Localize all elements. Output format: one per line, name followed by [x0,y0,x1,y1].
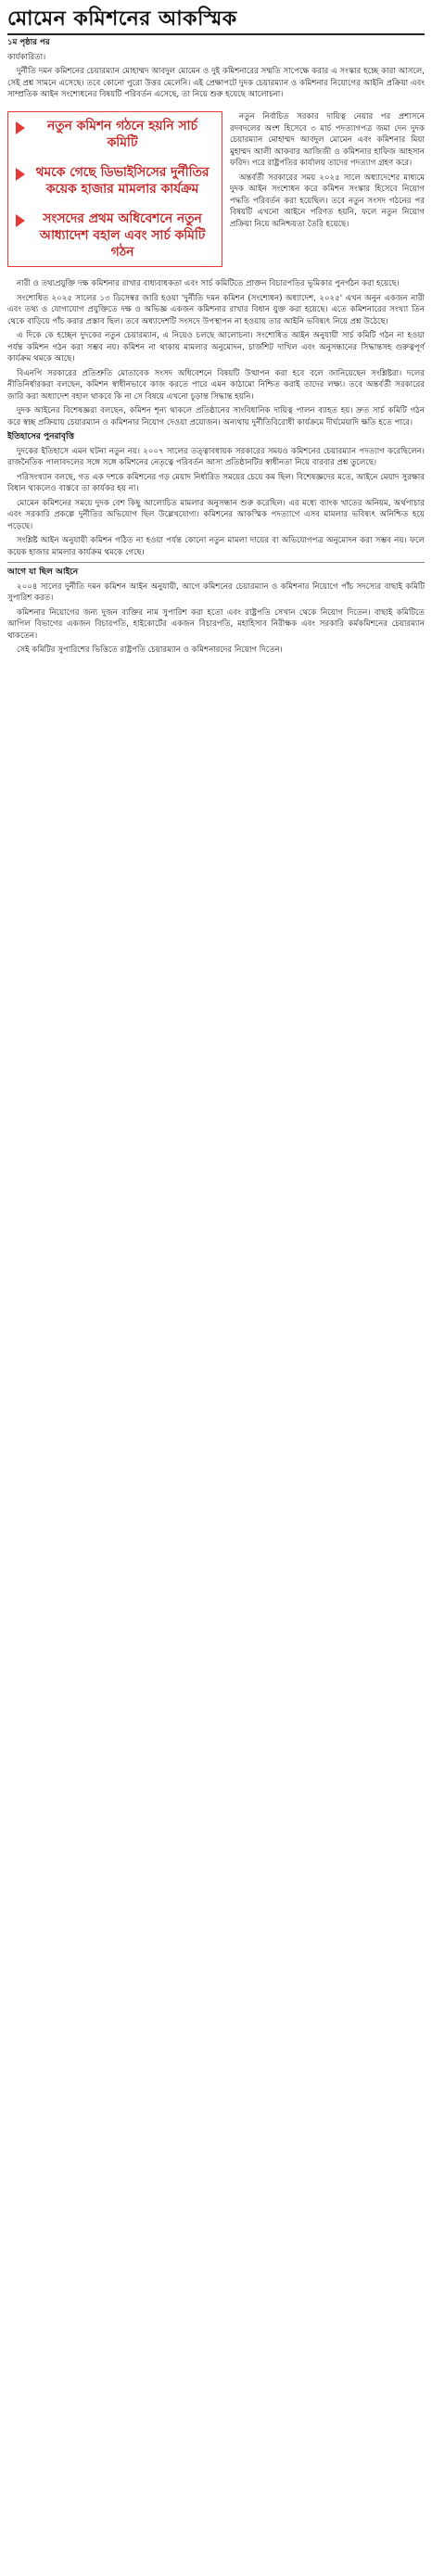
callout-text: থমকে গেছে ডিভাইসিসের দুর্নীতির কয়েক হাজার মামলার কার্যক্রম [35,165,210,197]
callout-text: নতুন কমিশন গঠনে হয়নি সার্চ কমিটি [46,119,197,150]
history-section [7,431,425,443]
body-paragraph: নারী ও তথ্যপ্রযুক্তি দক্ষ কমিশনার রাখার বাধ্যবাধকতা এবং সার্চ কমিটিতে প্রাক্তন বিচারপতির ভূমিকার পুনর্গঠন করা হয়েছে। [17,279,400,288]
subhead-history: ইতিহাসের পুনরাবৃত্তি [7,432,75,441]
main-body [7,278,425,659]
history-paragraph: সংশ্লিষ্ট আইন অনুযায়ী কমিশন গঠিত না হওয়া পর্যন্ত কোনো নতুন মামলা দায়ের বা অভিযোগপত্র অনুমোদন করা সম্ভব নয়। ফলে কয়েক হাজার মামলার কার্যক্রম থমকে গেছে। [7,536,425,557]
history-paragraph: দুদকের ইতিহাসে এমন ঘটনা নতুন নয়। ২০০৭ সালের তত্ত্বাবধায়ক সরকারের সময়ও কমিশনের চেয়ারম্যান পদত্যাগ করেছিলেন। রাজনৈতিক পালাবদলের সঙ্গে সঙ্গে কমিশনের নেতৃত্বে পরিবর্তন আসা প্রতিষ্ঠানটির স্বাধীনতা নিয়ে বারবার প্রশ্ন তুলেছে। [7,446,425,467]
headline-text: মোমেন কমিশনের আকস্মিক [7,6,237,31]
divider [7,562,425,563]
headline [7,6,425,35]
triangle-bullet-icon [16,168,25,181]
history-paragraph: মোমেন কমিশনের সময়ে দুদক বেশ কিছু আলোচিত মামলার অনুসন্ধান শুরু করেছিল। এর মধ্যে ব্যাংক খাতের অনিয়ম, অর্থপাচার এবং সরকারি প্রকল্পে দুর্নীতির অভিযোগ ছিল উল্লেখযোগ্য। কমিশনের আকস্মিক পদত্যাগে এসব মামলার ভবিষ্যৎ অনিশ্চিত হয়ে পড়েছে। [7,498,425,531]
right-column [230,111,425,233]
subhead-earlier: আগে যা ছিল আইনে [7,567,79,577]
right-paragraph: নতুন নির্বাচিত সরকার দায়িত্ব নেয়ার পর প্রশাসনে রদবদলের অংশ হিসেবে ৩ মার্চ পদত্যাগপত্র জমা দেন দুদক চেয়ারম্যান মোহাম্মদ আবদুল মোমেন এবং কমিশনার মিয়া মুহাম্মদ আলী আকবার আজিজী ও কমিশনার হাফিজ আহসান ফরিদ। পরে রাষ্ট্রপতির কার্যালয় তাদের পদত্যাগ গ্রহণ করে। [230,112,425,168]
intro-paragraph: কার্যকারিতা। [7,52,46,62]
history-paragraph: পরিসংখ্যান বলছে, গত এক দশকে কমিশনের গড় মেয়াদ নির্ধারিত সময়ের চেয়ে কম ছিল। বিশেষজ্ঞদের মতে, আইনে মেয়াদ সুরক্ষার বিধান থাকলেও বাস্তবে তা কার্যকর হয় না। [7,472,425,493]
callout-item [16,164,214,198]
callout-item [16,210,214,261]
callout-box [7,111,222,267]
callout-item [16,118,214,151]
continued-from: ১ম পৃষ্ঠার পর [7,38,50,47]
body-paragraph: সংশোধিত ২০২৫ সালের ১৩ ডিসেম্বর জারি হওয়া 'দুর্নীতি দমন কমিশন (সংশোধন) অধ্যাদেশ, ২০২৫' এখন অনুন একজন নারী এবং তথ্য ও যোগাযোগ প্রযুক্তিতে দক্ষ ও অভিজ্ঞ একজন কমিশনার রাখার বিধান যুক্ত করা হয়েছে। এতে কমিশনারের সংখ্যা তিন থেকে বাড়িয়ে পাঁচ করার প্রস্তাব ছিল। তবে অধ্যাদেশটি সংসদে উপস্থাপন না হওয়ায় তার আইনি ভবিষ্যৎ নিয়ে প্রশ্ন উঠেছে। [7,293,425,326]
intro-section [7,37,425,104]
earlier-paragraph: ২০০৪ সালের দুর্নীতি দমন কমিশন আইন অনুযায়ী, আগে কমিশনের চেয়ারম্যান ও কমিশনার নিয়োগে পাঁচ সদস্যের বাছাই কমিটি সুপারিশ করত। [7,581,425,603]
intro-paragraph: দুর্নীতি দমন কমিশনের চেয়ারম্যান মোহাম্মদ আবদুল মোমেন ও দুই কমিশনারের সম্মতি সাপেক্ষে করার এ সংস্কার হচ্ছে কারা আসলে, সেই প্রশ্ন সামনে এসেছে। তবে কোনো পুরো উত্তর মেলেনি। এই প্রেক্ষাপটে দুদক চেয়ারম্যান ও কমিশনার নিয়োগের আইনি প্রক্রিয়া এবং সাম্প্রতিক আইন সংশোধনের বিষয়টি পরিবর্তন এসেছে, তা নিয়ে শুরু হয়েছে আলোচনা। [7,67,425,99]
body-paragraph: এ দিকে কে হচ্ছেন দুদকের নতুন চেয়ারম্যান, এ নিয়েও চলছে আলোচনা। সংশোধিত আইন অনুযায়ী সার্চ কমিটি গঠন না হওয়া পর্যন্ত কমিশন গঠন করা সম্ভব নয়। কমিশন না থাকায় মামলার অনুমোদন, চার্জশিট দাখিল এবং অনুসন্ধানের সিদ্ধান্তসহ গুরুত্বপূর্ণ কার্যক্রম থমকে আছে। [7,331,425,363]
triangle-bullet-icon [16,214,25,227]
earlier-section [7,567,425,579]
callout-text: সংসদের প্রথম অধিবেশনে নতুন আধ্যাদেশ বহাল এবং সার্চ কমিটি গঠন [39,211,206,260]
earlier-paragraph: কমিশনার নিয়োগের জন্য দুজন ব্যক্তির নাম সুপারিশ করা হতো এবং রাষ্ট্রপতি সেখান থেকে নিয়োগ দিতেন। বাছাই কমিটিতে আপিল বিভাগের একজন বিচারপতি, হাইকোর্টের একজন বিচারপতি, মহাহিসাব নিরীক্ষক এবং সরকারি কর্মকমিশনের চেয়ারম্যান থাকতেন। [7,607,425,641]
right-paragraph: অন্তর্বর্তী সরকারের সময় ২০২৫ সালে অধ্যাদেশের মাধ্যমে দুদক আইন সংশোধন করে কমিশন সংস্কার হিসেবে নিয়োগ পদ্ধতি পরিবর্তন করা হয়েছিল। তবে নতুন সংসদ গঠনের পর বিষয়টি এখনো আইনে পরিণত হয়নি, ফলে নতুন নিয়োগ প্রক্রিয়া নিয়ে অনিশ্চয়তা তৈরি হয়েছে। [230,172,425,229]
body-paragraph: বিএনপি সরকারের প্রতিশ্রুতি মোতাবেক সংসদ অধিবেশনে বিষয়টি উত্থাপন করা হবে বলে জানিয়েছেন সংশ্লিষ্টরা। দলের নীতিনির্ধারকরা বলছেন, কমিশন স্বাধীনভাবে কাজ করতে পারে এমন কাঠামো নিশ্চিত করাই তাদের লক্ষ্য। তবে অন্তর্বর্তী সরকারের জারি করা অধ্যাদেশ বহাল থাকবে কি না সে বিষয়ে এখনো চূড়ান্ত সিদ্ধান্ত হয়নি। [7,368,425,402]
earlier-paragraph: সেই কমিটির সুপারিশের ভিত্তিতে রাষ্ট্রপতি চেয়ারম্যান ও কমিশনারদের নিয়োগ দিতেন। [17,645,283,655]
triangle-bullet-icon [16,121,25,134]
body-paragraph: দুদক আইনের বিশেষজ্ঞরা বলছেন, কমিশন শূন্য থাকলে প্রতিষ্ঠানের সাংবিধানিক দায়িত্ব পালন ব্যাহত হয়। দ্রুত সার্চ কমিটি গঠন করে স্বচ্ছ প্রক্রিয়ায় চেয়ারম্যান ও কমিশনার নিয়োগ দেওয়া প্রয়োজন। অন্যথায় দুর্নীতিবিরোধী কার্যক্রমে দীর্ঘমেয়াদি ক্ষতি হতে পারে। [7,406,425,427]
